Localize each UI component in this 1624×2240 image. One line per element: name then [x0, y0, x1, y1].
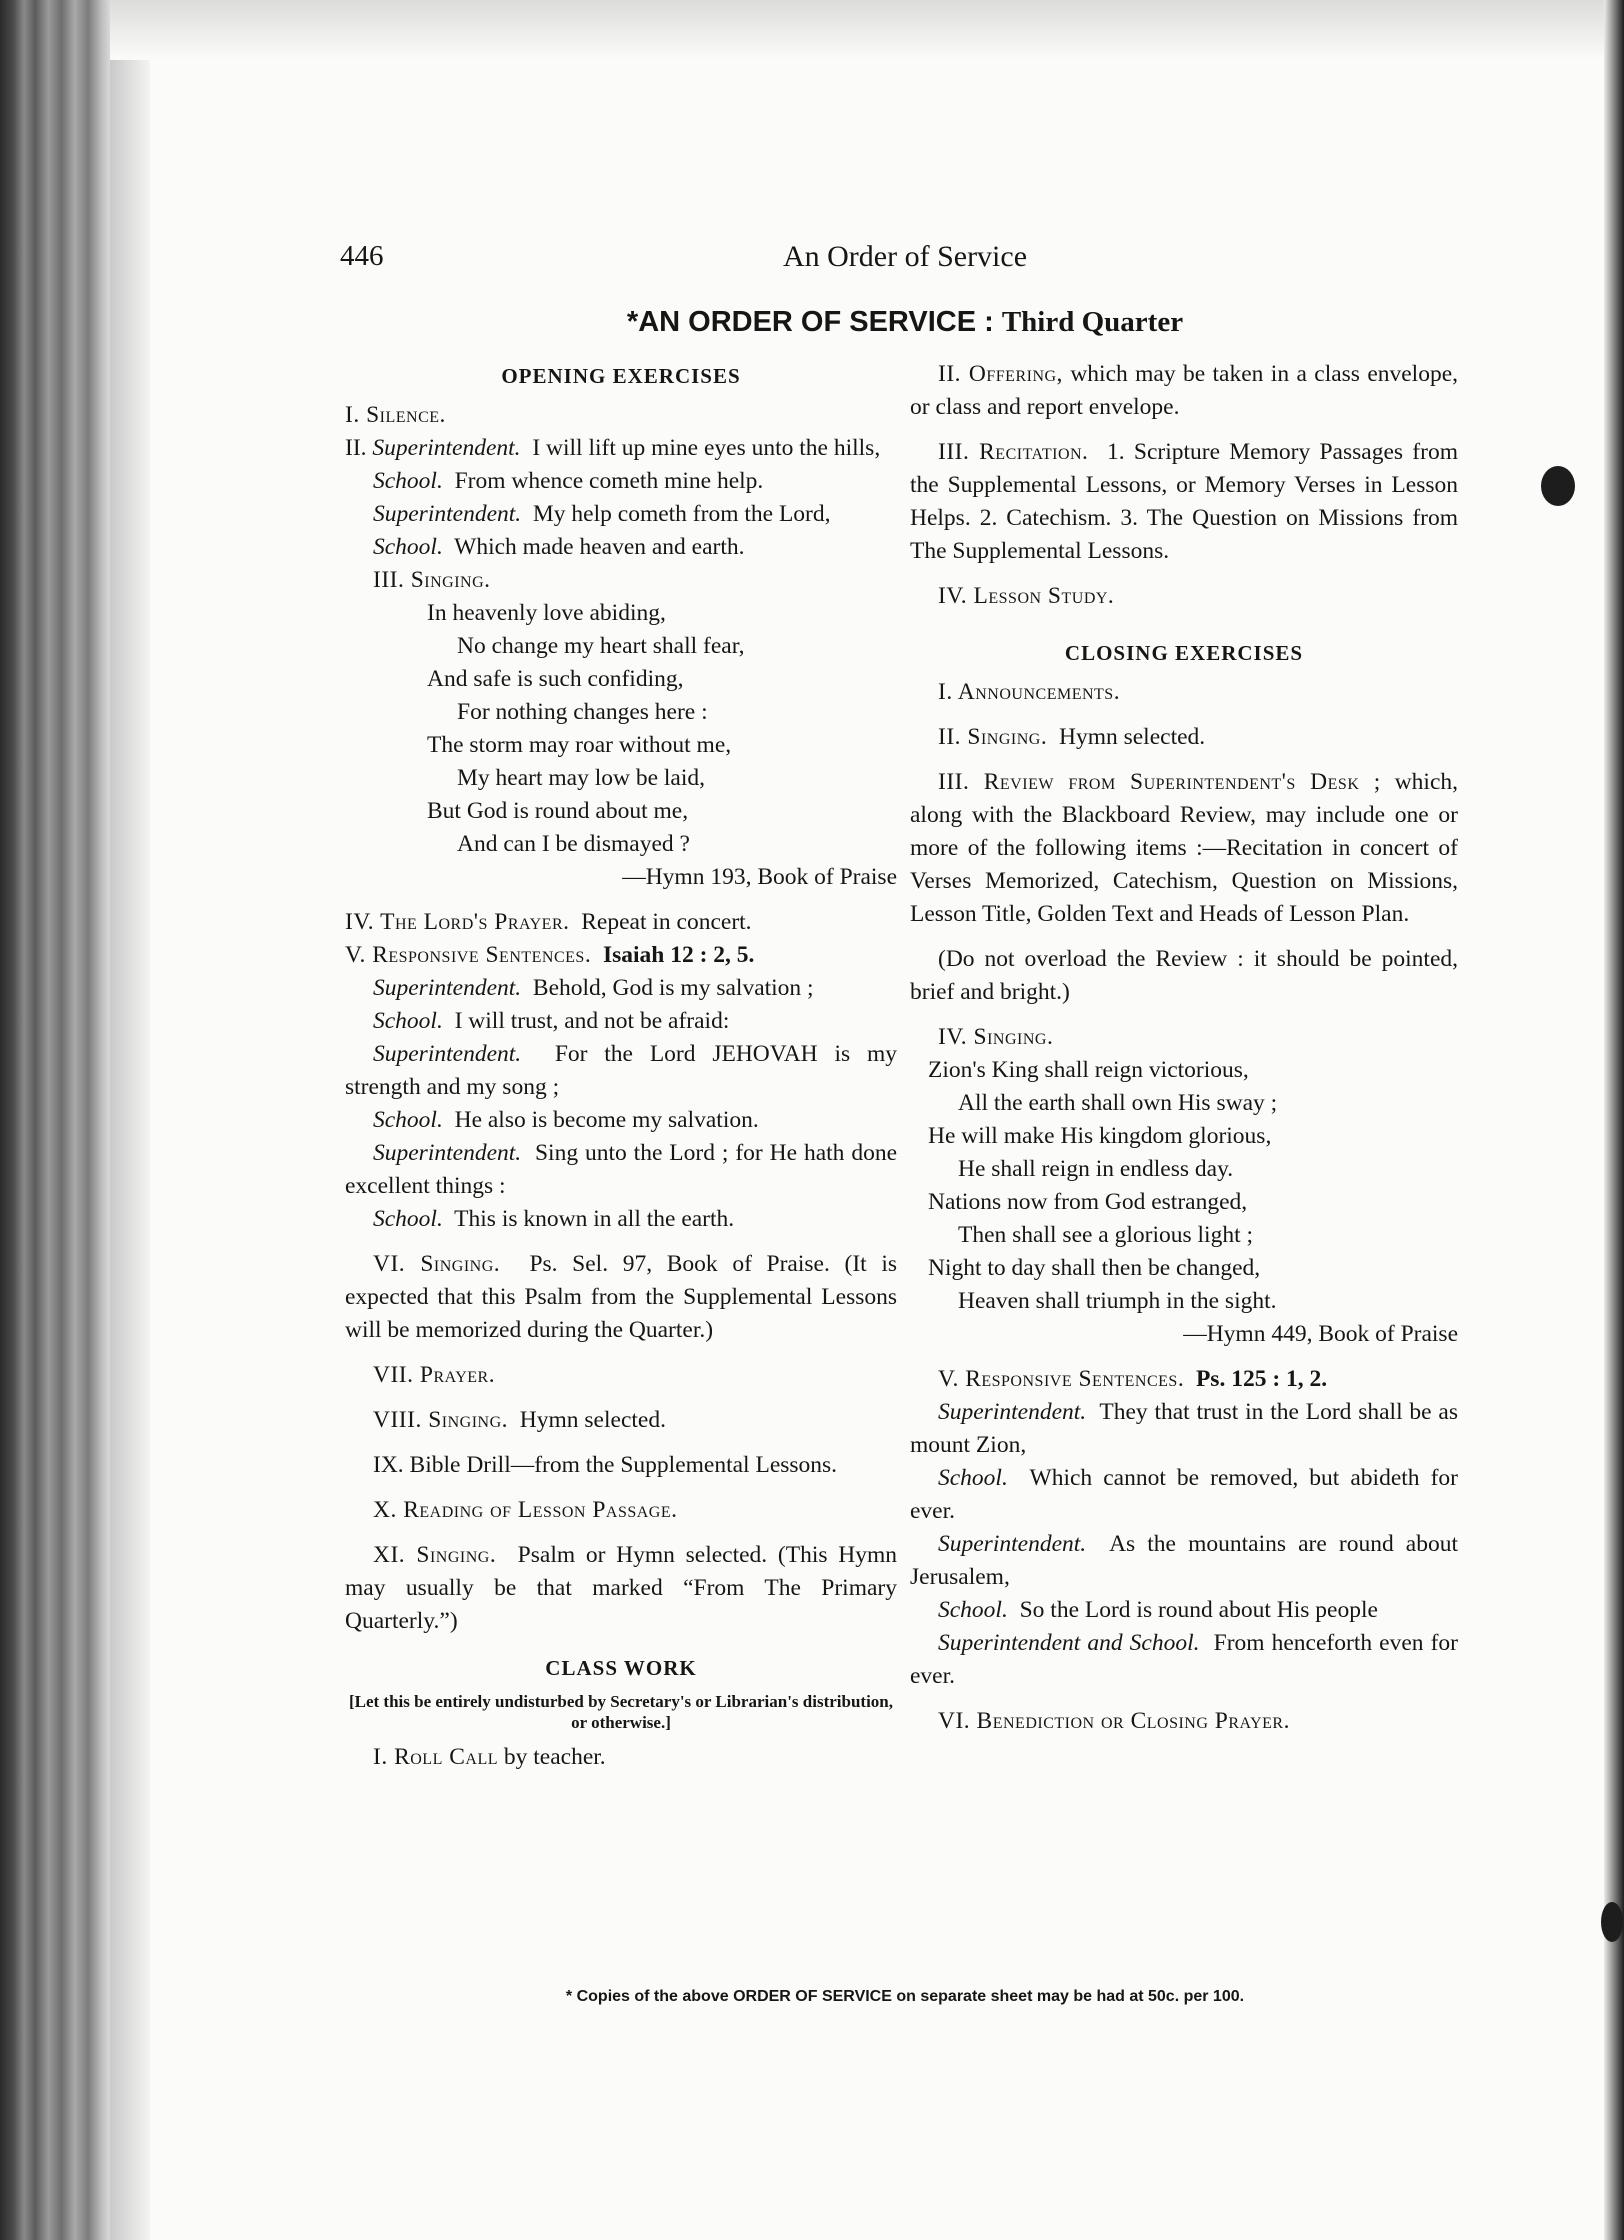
item-label: II. Singing. — [938, 724, 1048, 750]
response-text: So the Lord is round about His people — [1019, 1597, 1378, 1623]
hymn-line: And can I be dismayed ? — [457, 831, 690, 857]
item-text: Hymn selected. — [519, 1407, 666, 1433]
review-item — [910, 766, 1458, 931]
role-label: School. — [938, 1465, 1008, 1491]
role-label: Superintendent. — [373, 1140, 522, 1166]
hymn-line: But God is round about me, — [427, 798, 689, 824]
role-label: School. — [938, 1597, 1008, 1623]
prayer-item-7: VII. Prayer. — [373, 1362, 496, 1388]
book-binding-edge — [0, 0, 110, 2240]
item-number: II. — [345, 435, 367, 461]
item-label: IV. The Lord's Prayer. — [345, 909, 570, 935]
response-line — [910, 1396, 1458, 1462]
item-text: which may be taken in a class envelope, or class and report envelope. — [910, 361, 1459, 420]
announcements-item: I. Announcements. — [938, 679, 1121, 705]
silence-item: I. Silence. — [345, 402, 446, 428]
hymn-line: Then shall see a glorious light ; — [958, 1222, 1254, 1248]
response-line — [345, 1038, 897, 1104]
reading-item-10: X. Reading of Lesson Passage. — [373, 1497, 678, 1523]
response-line — [910, 1462, 1458, 1528]
item-label: II. Offering, — [938, 361, 1063, 387]
hymn-line: No change my heart shall fear, — [457, 633, 745, 659]
item-label: V. Responsive Sentences. — [938, 1366, 1185, 1392]
item-text: Ps. Sel. 97, Book of Praise. (It is expected that this Psalm from the Supplemental Lessons will be memorized during the Quarter.) — [345, 1251, 897, 1343]
title-sub: Third Quarter — [1001, 306, 1184, 338]
response-text: I will lift up mine eyes unto the hills, — [532, 435, 881, 461]
punch-hole-icon — [1541, 466, 1575, 506]
item-label: III. Review from Superintendent's Desk ; — [938, 769, 1381, 795]
hymn-line: All the earth shall own His sway ; — [958, 1090, 1278, 1116]
response-text: I will trust, and not be afraid: — [454, 1008, 730, 1034]
role-label: School. — [373, 534, 443, 560]
response-text: He also is become my salvation. — [454, 1107, 759, 1133]
response-line — [345, 972, 897, 1005]
item-text: Repeat in concert. — [581, 909, 752, 935]
role-label: Superintendent. — [373, 501, 522, 527]
hymn-line: For nothing changes here : — [457, 699, 708, 725]
response-line — [345, 1137, 897, 1203]
closing-responsive-item — [910, 1363, 1458, 1396]
item-text: 1. Scripture Memory Passages from the Supplemental Lessons, or Memory Verses in Lesson Helps. 2. Catechism. 3. The Question on Missions from The Supplemental Lessons. — [910, 439, 1458, 564]
hymn-line: He shall reign in endless day. — [958, 1156, 1234, 1182]
response-line — [345, 1005, 897, 1038]
role-label: School. — [373, 1206, 443, 1232]
benediction-item: VI. Benediction or Closing Prayer. — [938, 1708, 1290, 1734]
item-text: Psalm or Hymn selected. (This Hymn may usually be that marked “From The Primary Quarterly.”) — [345, 1542, 897, 1634]
recitation-item — [910, 436, 1458, 568]
opening-exercises-heading: OPENING EXERCISES — [501, 364, 741, 388]
role-label: Superintendent. — [373, 1041, 522, 1067]
hymn-line: In heavenly love abiding, — [427, 600, 666, 626]
running-title: An Order of Service — [782, 240, 1028, 273]
hymn-line: My heart may low be laid, — [457, 765, 705, 791]
responsive-item-2 — [345, 432, 897, 465]
role-label: Superintendent and School. — [938, 1630, 1200, 1656]
response-line — [345, 465, 897, 498]
hymn-line: Nations now from God estranged, — [928, 1189, 1248, 1215]
roll-call-item — [345, 1741, 897, 1774]
role-label: Superintendent. — [938, 1531, 1087, 1557]
hymn-line: Heaven shall triumph in the sight. — [958, 1288, 1277, 1314]
page-number: 446 — [340, 240, 384, 272]
scripture-reference: Isaiah 12 : 2, 5. — [602, 942, 755, 968]
item-label: III. Recitation. — [938, 439, 1089, 465]
response-text: From henceforth even for ever. — [910, 1630, 1458, 1689]
role-label: Superintendent. — [938, 1399, 1087, 1425]
scripture-reference: Ps. 125 : 1, 2. — [1195, 1366, 1328, 1392]
footnote: * Copies of the above ORDER OF SERVICE on separate sheet may be had at 50c. per 100. — [565, 1988, 1245, 2005]
closing-singing-item-4: IV. Singing. — [938, 1024, 1054, 1050]
item-label: VI. Singing. — [373, 1251, 501, 1277]
response-text: Which cannot be removed, but abideth for ever. — [910, 1465, 1458, 1524]
response-text: As the mountains are round about Jerusalem, — [910, 1531, 1458, 1590]
lords-prayer-item — [345, 906, 897, 939]
response-line — [345, 531, 897, 564]
singing-item-6 — [345, 1248, 897, 1347]
response-text: Which made heaven and earth. — [454, 534, 745, 560]
response-text: For the Lord JEHOVAH is my strength and my song ; — [345, 1041, 897, 1100]
singing-item-11 — [345, 1539, 897, 1638]
response-text: From whence cometh mine help. — [454, 468, 764, 494]
role-label: Superintendent. — [373, 975, 522, 1001]
page-title — [340, 306, 1470, 339]
role-label: School. — [373, 1107, 443, 1133]
response-line — [345, 1203, 897, 1236]
singing-item-3: III. Singing. — [373, 567, 491, 593]
response-text: My help cometh from the Lord, — [532, 501, 831, 527]
responsive-sentences-item — [345, 939, 897, 972]
item-label: VIII. Singing. — [373, 1407, 509, 1433]
class-work-heading: CLASS WORK — [545, 1656, 697, 1680]
response-text: They that trust in the Lord shall be as mount Zion, — [910, 1399, 1458, 1458]
offering-item — [910, 358, 1458, 424]
singing-item-8 — [345, 1404, 897, 1437]
hymn-line: Night to day shall then be changed, — [928, 1255, 1261, 1281]
role-label: School. — [373, 468, 443, 494]
hymn-line: And safe is such confiding, — [427, 666, 684, 692]
closing-exercises-heading: CLOSING EXERCISES — [1064, 641, 1304, 665]
item-label: V. Responsive Sentences. — [345, 942, 592, 968]
page-header — [340, 240, 1470, 284]
lesson-study-item: IV. Lesson Study. — [938, 583, 1115, 609]
hymn-line: Zion's King shall reign victorious, — [928, 1057, 1249, 1083]
response-line — [910, 1627, 1458, 1693]
response-text: Sing unto the Lord ; for He hath done excellent things : — [345, 1140, 897, 1199]
response-text: This is known in all the earth. — [454, 1206, 735, 1232]
item-text: Hymn selected. — [1058, 724, 1206, 750]
item-text: which, along with the Blackboard Review, may include one or more of the following items :—Recitation in concert of Verses Memorized, Catechism, Question on Missions, Lesson Title, Golden Text and Heads of Lesson Plan. — [910, 769, 1458, 927]
response-line — [910, 1594, 1458, 1627]
hymn-attribution: —Hymn 193, Book of Praise — [622, 864, 897, 890]
item-label: XI. Singing. — [373, 1542, 497, 1568]
left-column — [345, 358, 897, 1774]
page-top-shadow — [110, 0, 1604, 60]
punch-hole-icon — [1601, 1902, 1623, 1942]
role-label: School. — [373, 1008, 443, 1034]
response-text: Behold, God is my salvation ; — [532, 975, 814, 1001]
right-column — [910, 358, 1458, 1738]
hymn-attribution: —Hymn 449, Book of Praise — [1183, 1321, 1458, 1347]
title-main: *AN ORDER OF SERVICE : — [626, 306, 994, 338]
role-label: Superintendent. — [372, 435, 521, 461]
response-line — [910, 1528, 1458, 1594]
closing-singing-item-2 — [910, 721, 1458, 754]
response-line — [345, 1104, 897, 1137]
item-text: by teacher. — [503, 1744, 606, 1770]
response-line — [345, 498, 897, 531]
hymn-line: The storm may roar without me, — [427, 732, 732, 758]
review-note: (Do not overload the Review : it should be pointed, brief and bright.) — [910, 946, 1458, 1005]
class-work-note: [Let this be entirely undisturbed by Secretary's or Librarian's distribution, or otherwise.] — [348, 1692, 894, 1732]
bible-drill-item-9: IX. Bible Drill—from the Supplemental Lessons. — [373, 1452, 838, 1478]
item-label: I. Roll Call — [373, 1744, 499, 1770]
hymn-line: He will make His kingdom glorious, — [928, 1123, 1272, 1149]
